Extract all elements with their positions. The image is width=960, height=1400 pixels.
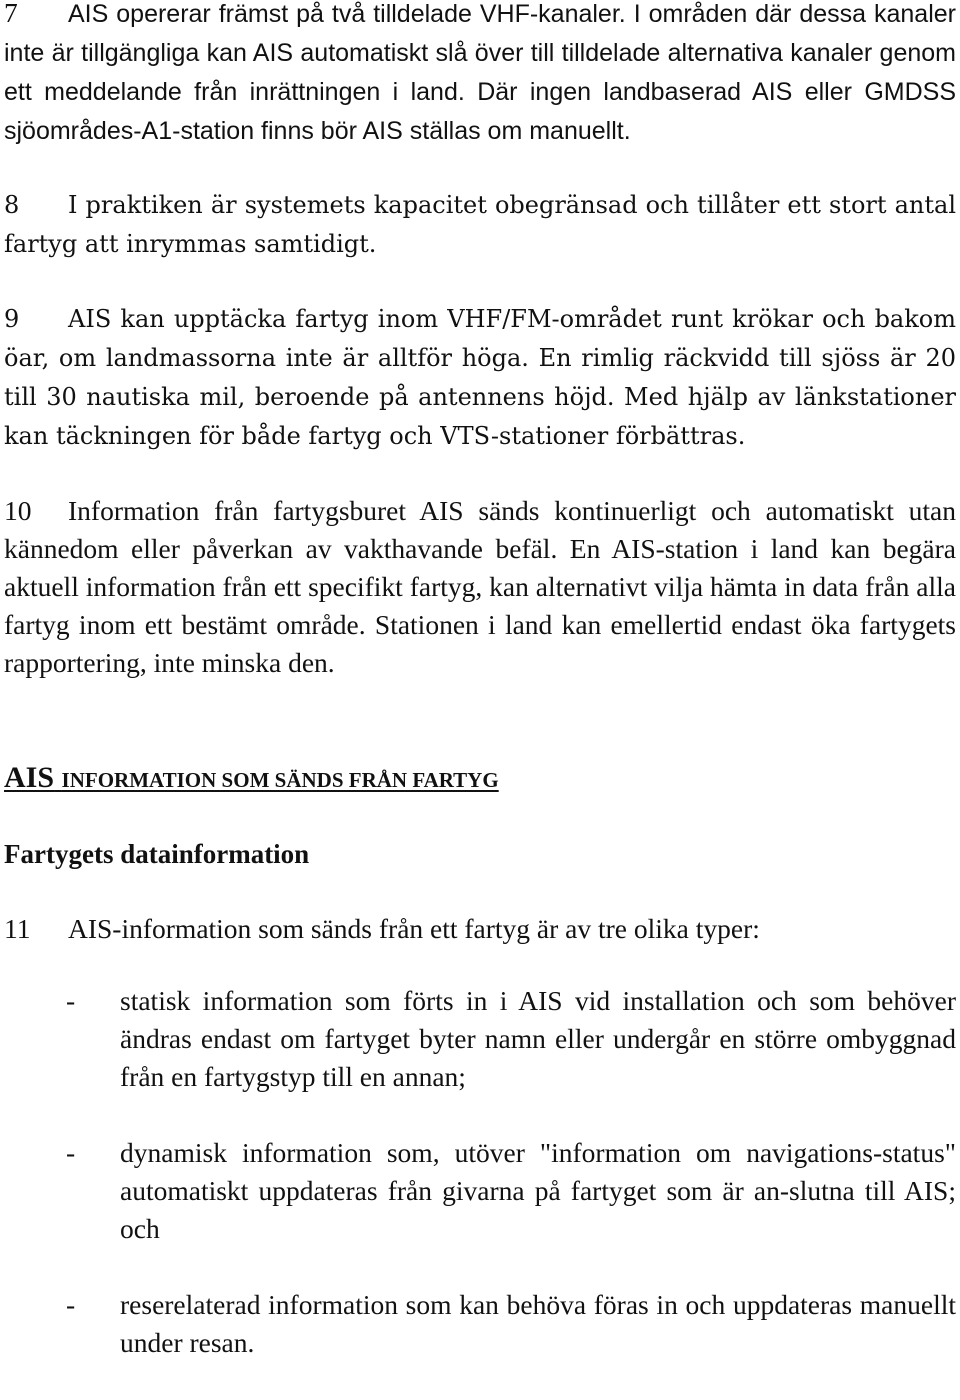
list-item: [4, 1286, 956, 1362]
paragraph-number: 9: [4, 305, 20, 333]
paragraph-text: I praktiken är systemets kapacitet obegränsad och tillåter ett stort antal fartyg att inrymmas samtidigt.: [4, 191, 956, 258]
list-item: [4, 1134, 956, 1248]
paragraph-7: [4, 0, 956, 150]
list-bullet: -: [66, 1289, 76, 1320]
list-item-text: statisk information som förts in i AIS vid installation och som behöver ändras endast om fartyget byter namn eller undergår en större ombyggnad från en fartygstyp till en annan;: [120, 985, 956, 1092]
paragraph-text: Information från fartygsburet AIS sänds kontinuerligt och automatiskt utan kännedom eller påverkan av vakthavande befäl. En AIS-station i land kan begära aktuell information från ett specifikt fartyg, kan alternativt vilja hämta in data från alla fartyg inom ett bestämt område. Stationen i land kan emellertid endast öka fartygets rapportering, inte minska den.: [4, 495, 956, 678]
list-bullet: -: [66, 985, 76, 1016]
paragraph-8: [4, 185, 956, 263]
paragraph-number: 11: [4, 913, 31, 944]
paragraph-9: [4, 299, 956, 455]
list-item-text: dynamisk information som, utöver "information om navigations-status" automatiskt uppdateras från givarna på fartyget som är an-slutna till AIS; och: [120, 1137, 956, 1244]
section-heading-lead: AIS: [4, 761, 55, 794]
document-page: [4, 0, 956, 1400]
paragraph-10: [4, 492, 956, 682]
section-heading-rest: INFORMATION SOM SÄNDS FRÅN FARTYG: [61, 768, 499, 792]
paragraph-text: AIS opererar främst på två tilldelade VHF-kanaler. I områden där dessa kanaler inte är tillgängliga kan AIS automatiskt slå över till tilldelade alternativa kanaler genom ett meddelande från inrättningen i land. Där ingen landbaserad AIS eller GMDSS sjöområdes-A1-station finns bör AIS ställas om manuellt.: [4, 0, 956, 145]
paragraph-number: 10: [4, 495, 32, 526]
list-bullet: -: [66, 1137, 76, 1168]
list-item: [4, 982, 956, 1096]
subsection-heading: Fartygets datainformation: [4, 839, 310, 869]
paragraph-11: [4, 910, 956, 948]
section-heading: [4, 758, 956, 800]
paragraph-text: AIS-information som sänds från ett fartyg är av tre olika typer:: [68, 913, 760, 944]
paragraph-number: 8: [4, 191, 20, 219]
paragraph-text: AIS kan upptäcka fartyg inom VHF/FM-området runt krökar och bakom öar, om landmassorna inte är alltför höga. En rimlig räckvidd till sjöss är 20 till 30 nautiska mil, beroende på antennens höjd. Med hjälp av länkstationer kan täckningen för både fartyg och VTS-stationer förbättras.: [4, 305, 956, 450]
paragraph-number: 7: [4, 0, 18, 28]
information-types-list: [4, 982, 956, 1362]
list-item-text: reserelaterad information som kan behöva föras in och uppdateras manuellt under resan.: [120, 1289, 956, 1358]
